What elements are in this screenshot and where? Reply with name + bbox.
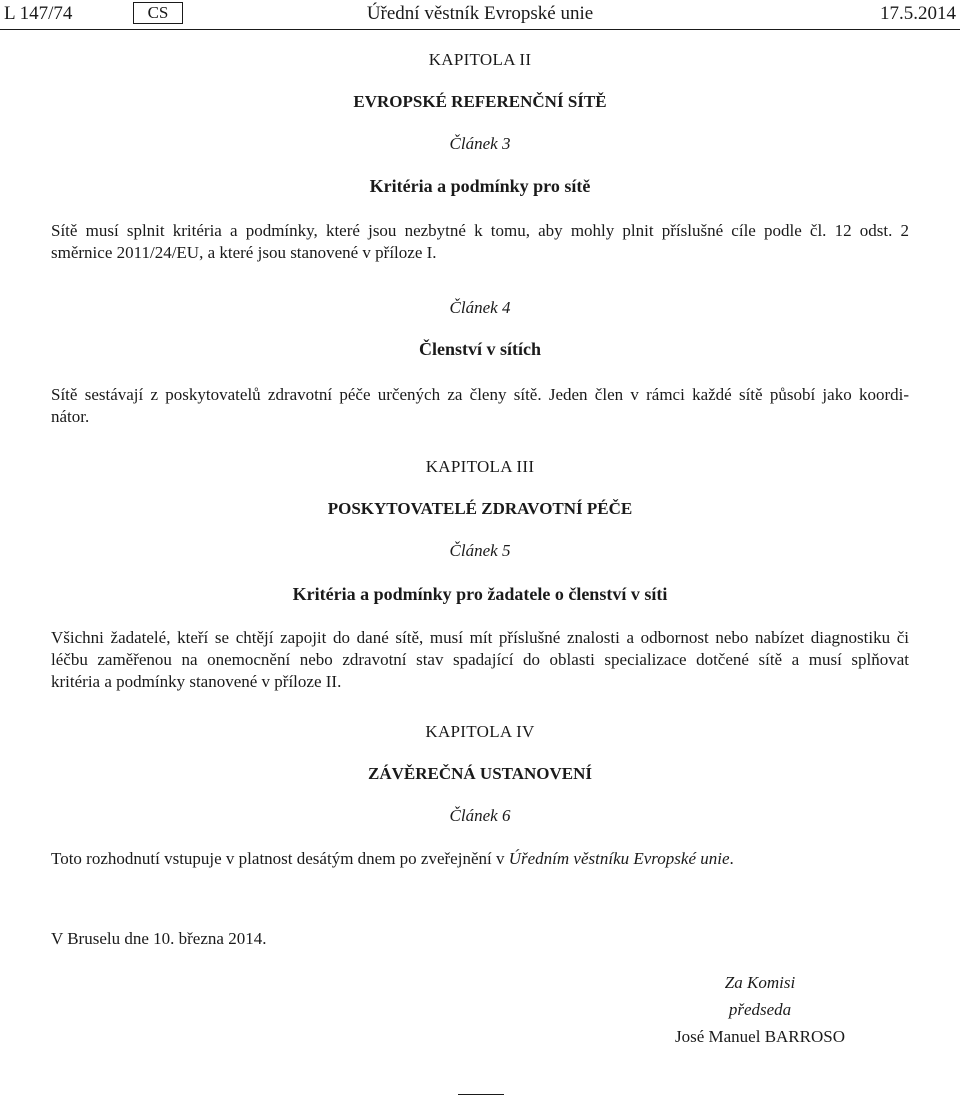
journal-header: [0, 0, 960, 30]
place-and-date: V Bruselu dne 10. března 2014.: [51, 929, 267, 948]
publication-date: 17.5.2014: [880, 3, 956, 24]
article-4-line-1: Sítě sestávají z poskytovatelů zdravotní péče určených za členy sítě. Jeden člen v rámci každé sítě působí jako koordi-: [51, 385, 909, 404]
language-badge: CS: [133, 2, 183, 24]
article-6-text-after: .: [729, 849, 734, 868]
article-3-line-1: Sítě musí splnit kritéria a podmínky, které jsou nezbytné k tomu, aby mohly plnit příslušné cíle podle čl. 12 odst. 2: [51, 221, 909, 240]
chapter-4-label: KAPITOLA IV: [425, 722, 535, 741]
article-3-text: [51, 220, 909, 264]
chapter-3-label: KAPITOLA III: [425, 457, 535, 476]
article-4-text: [51, 384, 909, 428]
article-5-heading: Kritéria a podmínky pro žadatele o členství v síti: [292, 584, 668, 604]
chapter-4-title: ZÁVĚREČNÁ USTANOVENÍ: [367, 764, 593, 783]
article-6-text: [51, 849, 734, 869]
chapter-3-title: POSKYTOVATELÉ ZDRAVOTNÍ PÉČE: [327, 499, 633, 518]
chapter-2-label: KAPITOLA II: [428, 50, 532, 69]
article-5-line-2: léčbu zaměřenou na onemocnění nebo zdravotní stav spadající do oblasti specializace dotčené sítě a musí splňovat: [51, 650, 909, 669]
article-4-label: Článek 4: [449, 298, 511, 317]
page-reference: L 147/74: [4, 3, 73, 24]
article-6-label: Článek 6: [449, 806, 511, 825]
article-4-line-2: nátor.: [51, 407, 90, 426]
article-5-line-3: kritéria a podmínky stanovené v příloze II.: [51, 672, 342, 691]
official-journal-name: Úředním věstníku Evropské unie: [508, 849, 730, 868]
signatory-name: José Manuel BARROSO: [674, 1027, 845, 1046]
article-5-text: [51, 627, 909, 693]
signatory-role: předseda: [728, 1000, 792, 1019]
footer-rule: [458, 1094, 504, 1095]
chapter-2-title: EVROPSKÉ REFERENČNÍ SÍTĚ: [353, 92, 607, 111]
article-4-heading: Členství v sítích: [418, 339, 541, 359]
article-3-label: Článek 3: [449, 134, 511, 153]
signatory-institution: Za Komisi: [724, 973, 796, 992]
article-5-line-1: Všichni žadatelé, kteří se chtějí zapojit do dané sítě, musí mít příslušné znalosti a odbornost nebo nabízet diagnostiku či: [51, 628, 909, 647]
header-rule: [0, 29, 960, 30]
article-6-text-before: Toto rozhodnutí vstupuje v platnost desátým dnem po zveřejnění v: [51, 849, 509, 868]
article-3-line-2: směrnice 2011/24/EU, a které jsou stanovené v příloze I.: [51, 243, 437, 262]
journal-title: Úřední věstník Evropské unie: [366, 3, 594, 24]
article-3-heading: Kritéria a podmínky pro sítě: [369, 176, 591, 196]
article-5-label: Článek 5: [449, 541, 511, 560]
